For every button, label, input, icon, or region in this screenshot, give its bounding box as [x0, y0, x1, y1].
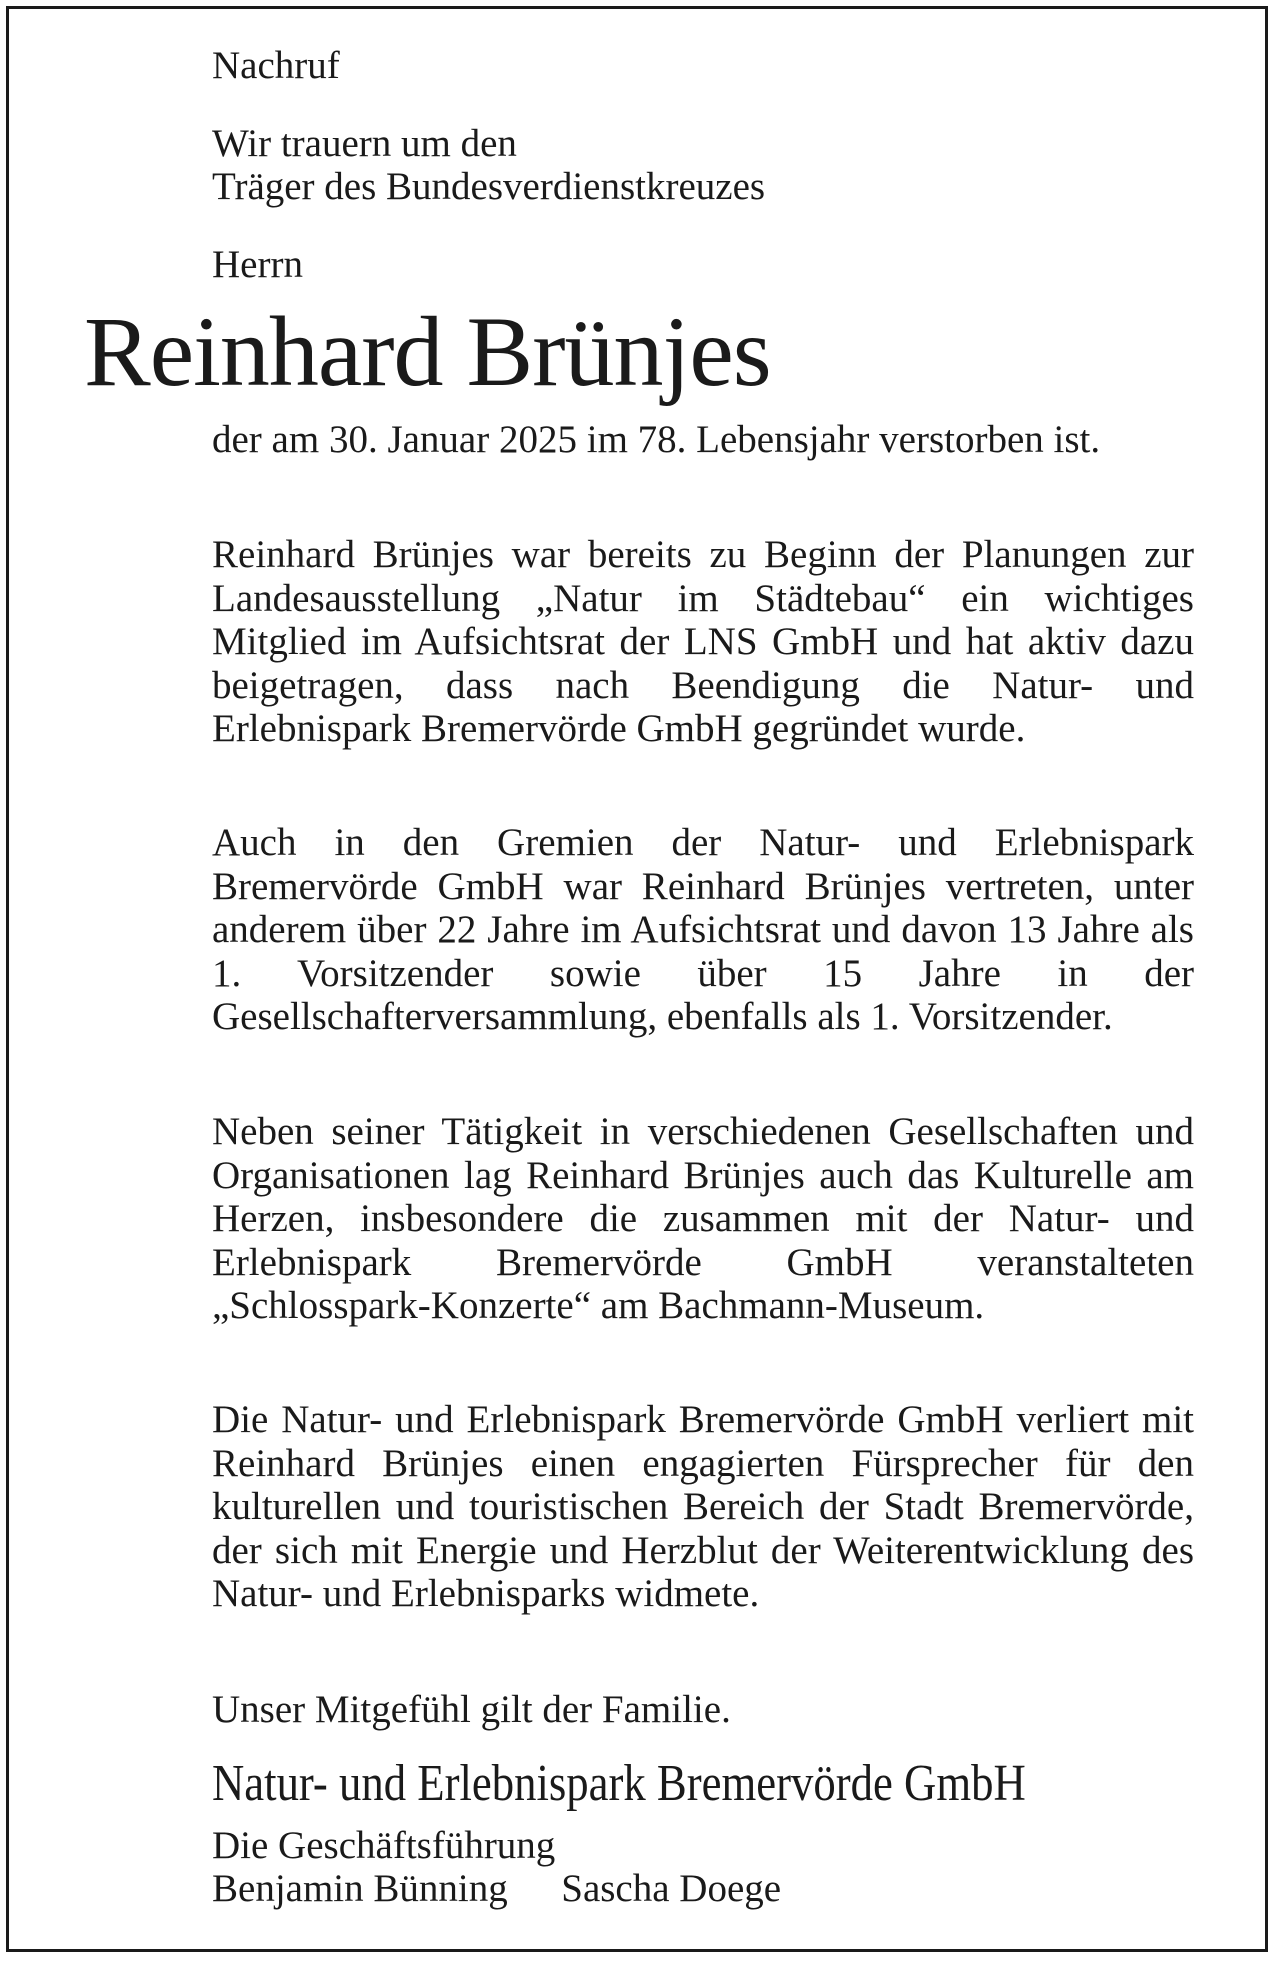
- intro-text: [212, 122, 1194, 208]
- signature-block: [212, 1824, 1194, 1910]
- signatory-2: Sascha Doege: [561, 1867, 782, 1910]
- signature-company: Natur- und Erlebnispark Bremervörde GmbH: [212, 1755, 1026, 1812]
- paragraph-1: [212, 533, 1194, 751]
- intro-line-2: Träger des Bundesverdienstkreuzes: [212, 165, 766, 208]
- paragraph-3: [212, 1110, 1194, 1328]
- heading: Nachruf: [212, 44, 340, 87]
- signature-department: Die Geschäftsführung: [212, 1824, 556, 1867]
- death-notice: [212, 418, 1194, 462]
- salutation: Herrn: [212, 243, 303, 286]
- paragraph-2: [212, 821, 1194, 1039]
- paragraph-text: Auch in den Gremien der Natur- und Erlebnispark Bremervörde GmbH war Reinhard Brünjes vertreten, unter anderem über 22 Jahre im Aufsichtsrat und davon 13 Jahre als 1. Vorsitzender sowie über 15 Jahre in der Gesellschafterversammlung, ebenfalls als 1. Vorsitzender.: [212, 821, 1194, 1038]
- signatory-1: Benjamin Bünning: [212, 1867, 508, 1910]
- intro-line-1: Wir trauern um den: [212, 122, 517, 165]
- signature-names: [212, 1867, 1194, 1910]
- paragraph-4: [212, 1398, 1194, 1616]
- death-notice-text: der am 30. Januar 2025 im 78. Lebensjahr verstorben ist.: [212, 418, 1101, 461]
- paragraph-text: Neben seiner Tätigkeit in verschiedenen Gesellschaften und Organisationen lag Reinhard Brünjes auch das Kulturelle am Herzen, insbesondere die zusammen mit der Natur- und Erlebnispark Bremervörde GmbH veranstalteten „Schlosspark-Konzerte“ am Bachmann-Museum.: [212, 1110, 1194, 1327]
- deceased-name: Reinhard Brünjes: [84, 296, 771, 407]
- paragraph-text: Reinhard Brünjes war bereits zu Beginn der Planungen zur Landesausstellung „Natur im Städtebau“ ein wichtiges Mitglied im Aufsichtsrat der LNS GmbH und hat aktiv dazu beigetragen, dass nach Beendigung die Natur- und Erlebnispark Bremervörde GmbH gegründet wurde.: [212, 533, 1194, 750]
- closing-line: Unser Mitgefühl gilt der Familie.: [212, 1688, 731, 1731]
- paragraph-text: Die Natur- und Erlebnispark Bremervörde GmbH verliert mit Reinhard Brünjes einen engagierten Fürsprecher für den kulturellen und touristischen Bereich der Stadt Bremervörde, der sich mit Energie und Herzblut der Weiterentwicklung des Natur- und Erlebnisparks widmete.: [212, 1398, 1194, 1615]
